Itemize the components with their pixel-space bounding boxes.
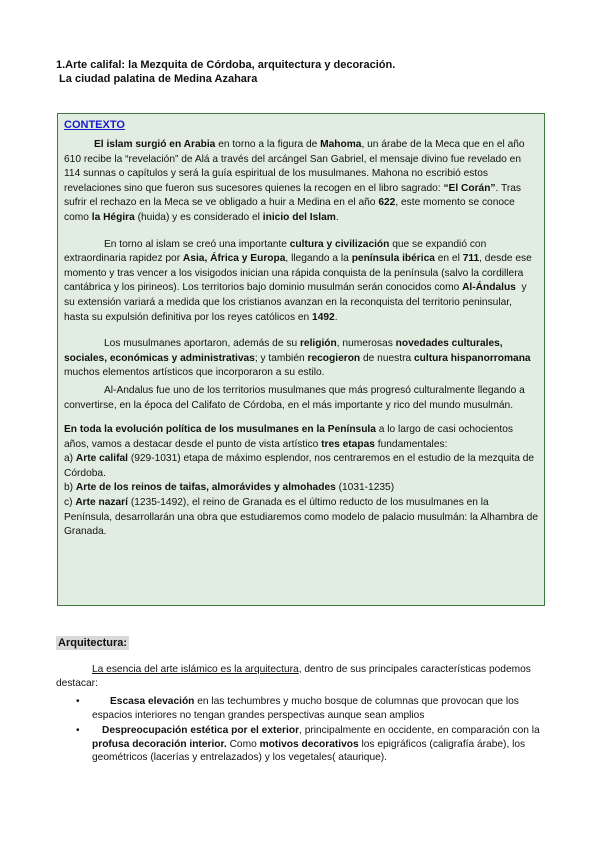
text-bold: cultura hispanorromana — [413, 352, 531, 364]
text: y su extensión variará a medida que los cristianos avanzan en la reconquista del territorio peninsular, hasta su expulsión definitiva por los reyes católicos en — [64, 282, 530, 323]
text-bold: Arte nazarí — [75, 497, 128, 509]
list-item — [56, 724, 546, 765]
text-bold: 1492 — [312, 311, 335, 323]
text: , este momento se conoce como — [64, 197, 515, 223]
context-heading: CONTEXTO — [64, 119, 125, 131]
architecture-bullet-list — [56, 695, 546, 767]
text-bold: Mahoma — [320, 139, 362, 150]
text: , numerosas — [336, 338, 396, 350]
title-line-2: La ciudad palatina de Medina Azahara — [56, 73, 258, 85]
bullet-icon: • — [76, 725, 80, 736]
context-paragraph-3 — [64, 337, 538, 381]
text: . — [334, 311, 338, 323]
text-bold: novedades culturales, sociales, económicas y administrativas — [64, 338, 503, 364]
text: , principalmente en occidente, en comparación con la — [299, 725, 540, 736]
text: de nuestra — [360, 352, 414, 364]
text: Como — [226, 738, 260, 750]
text-bold: Despreocupación estética por el exterior — [102, 725, 300, 736]
text-bold: inicio del Islam — [262, 211, 336, 223]
text-bold: Escasa elevación — [110, 696, 195, 707]
text-bold: El islam surgió en Arabia — [94, 139, 216, 150]
text-bold: En toda la evolución política de los musulmanes en la Península — [64, 424, 376, 436]
bullet-icon: • — [76, 696, 80, 707]
text-bold: 622 — [378, 197, 396, 209]
list-item — [56, 695, 546, 722]
text-bold: motivos decorativos — [259, 738, 359, 750]
text: , un árabe de la Meca que en el año 610 recibe la “revelación” de Alá a través del arcángel San Gabriel, el mensaje divino fue revelado en 114 sunnas o capítulos y será la guía espiritual de los musulmanes. Mahona no escribió estos revelaciones sino que fueron sus sucesores quienes la recogen en el libro sagrado: — [64, 139, 525, 194]
stage-item-b — [64, 481, 538, 496]
text: b) — [64, 482, 76, 494]
title-line-1: 1.Arte califal: la Mezquita de Córdoba, arquitectura y decoración. — [56, 59, 396, 71]
architecture-intro — [56, 663, 546, 690]
text-bold: cultura y civilización — [289, 238, 390, 250]
text-bold: península ibérica — [351, 253, 435, 265]
text: en torno a la figura de — [215, 139, 321, 150]
stage-item-c — [64, 496, 538, 540]
context-paragraph-2 — [64, 238, 538, 326]
text: (929-1031) etapa de máximo esplendor, nos centraremos en el estudio de la mezquita de Córdoba. — [64, 453, 535, 479]
text: Los musulmanes aportaron, además de su — [104, 338, 300, 350]
text: . Tras sufrir el rechazo en la Meca se ve obligado a huir a Medina en el año — [64, 182, 521, 209]
text-bold: “El Corán” — [443, 182, 496, 194]
text-bold: 711 — [462, 253, 480, 265]
spacer — [64, 413, 538, 423]
text: a) — [64, 453, 76, 465]
text: , dentro de sus principales características podemos destacar: — [56, 664, 531, 689]
text: ; y también — [254, 352, 308, 364]
text: en el — [434, 253, 463, 265]
context-paragraph-5 — [64, 423, 538, 452]
spacer — [64, 226, 538, 238]
text-bold: Arte califal — [75, 453, 128, 465]
text-bold: tres etapas — [321, 438, 375, 450]
text: muchos elementos artísticos que incorporaron a su estilo. — [64, 367, 325, 379]
text-bold: profusa decoración interior. — [92, 738, 227, 750]
context-box — [57, 113, 545, 606]
stage-item-a — [64, 452, 538, 481]
text-bold: recogieron — [307, 352, 361, 364]
text: (1031-1235) — [335, 482, 395, 494]
text: fundamentales: — [374, 438, 448, 450]
document-title — [56, 58, 395, 86]
text-bold: Arte de los reinos de taifas, almorávides y almohades — [75, 482, 336, 494]
spacer — [64, 325, 538, 337]
text: (1235-1492), el reino de Granada es el último reducto de los musulmanes en la Península, desarrollarán una obra que estudiaremos como modelo de palacio musulmán: la Alhambra de Granada. — [64, 497, 538, 538]
text: . — [335, 211, 339, 223]
text: En torno al islam se creó una importante — [104, 238, 290, 250]
text-underlined: La esencia del arte islámico es la arquitectura — [92, 664, 299, 675]
context-paragraph-1 — [64, 138, 538, 226]
text: , llegando a la — [285, 253, 352, 265]
architecture-heading: Arquitectura: — [58, 637, 128, 649]
text-bold: religión — [299, 338, 337, 350]
text: (huida) y es considerado el — [134, 211, 263, 223]
text: en las techumbres y mucho bosque de columnas que provocan que los espacios interiores no tengan grandes perspectivas aunque sean amplios — [92, 696, 519, 721]
text: los epigráficos (caligrafía árabe), los geométricos (lacerías y entrelazados) y los vegetales( ataurique). — [92, 738, 526, 763]
text: que se expandió con extraordinaria rapidez por — [64, 238, 487, 265]
text-bold: Al-Ándalus — [462, 282, 516, 294]
text-bold: Asia, África y Europa — [182, 253, 286, 265]
text: a lo largo de casi ochocientos años, vamos a destacar desde el punto de vista artístico — [64, 424, 513, 450]
text: c) — [64, 497, 76, 509]
text: , desde ese momento y tras vencer a los visigodos inician una rápida conquista de la península (salvo la cordillera cantábrica y los pirineos). Los territorios bajo dominio musulmán serán conocidos como — [64, 253, 532, 294]
text-bold: la Hégira — [91, 211, 135, 223]
context-paragraph-4: Al-Andalus fue uno de los territorios musulmanes que más progresó culturalmente llegando a convertirse, en la época del Califato de Córdoba, en el más importante y rico del mundo musulmán. — [64, 384, 525, 411]
